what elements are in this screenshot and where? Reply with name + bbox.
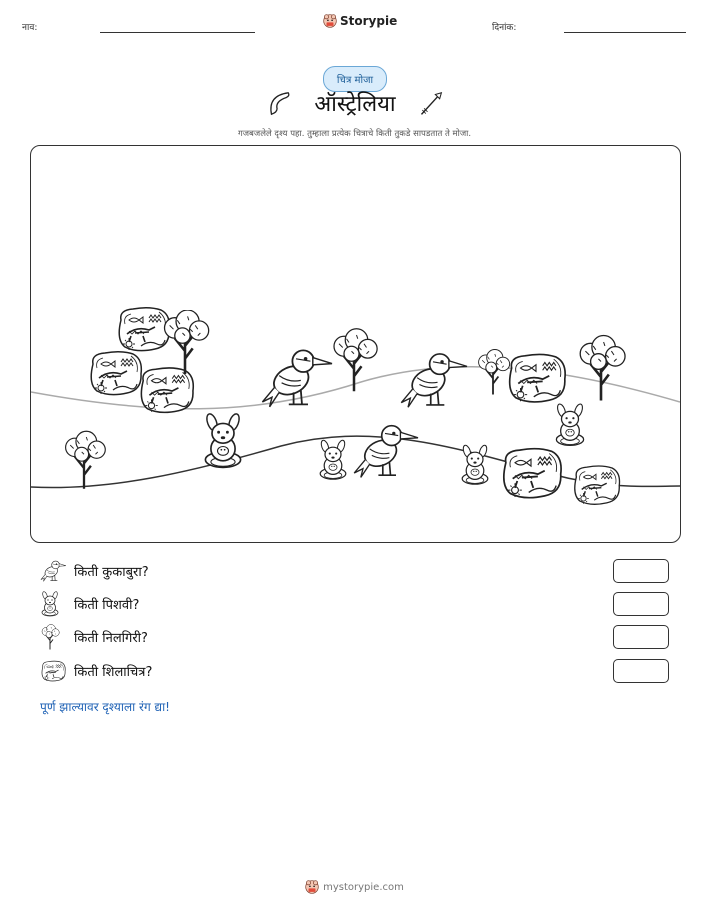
wallaby-4 xyxy=(556,403,584,445)
eucalyptus-tree-1 xyxy=(165,310,209,374)
rock-art-1 xyxy=(119,308,169,351)
answer-box-kookaburra[interactable] xyxy=(613,559,669,583)
scene-illustration xyxy=(31,146,680,542)
question-label: किती शिलाचित्र? xyxy=(74,665,153,680)
brand-name: Storypie xyxy=(340,14,398,28)
question-label: किती निलगिरी? xyxy=(74,631,148,646)
rock-art-5 xyxy=(504,449,561,498)
eucalyptus-tree-3 xyxy=(479,350,510,395)
counting-scene xyxy=(30,145,681,543)
rock-art-4 xyxy=(510,354,565,401)
kookaburra-2 xyxy=(401,354,467,407)
date-label: दिनांक: xyxy=(492,23,517,33)
eucalyptus-tree-2 xyxy=(334,329,377,392)
eucalyptus-tree-4 xyxy=(580,336,625,401)
color-instruction: पूर्ण झाल्यावर दृश्याला रंग द्या! xyxy=(40,700,170,714)
rock-art-3 xyxy=(141,368,193,412)
spear-icon xyxy=(418,90,444,118)
kookaburra-icon xyxy=(40,558,66,584)
name-field[interactable] xyxy=(100,32,255,33)
storypie-logo-icon xyxy=(323,14,337,28)
rock-art-2 xyxy=(91,352,141,395)
storypie-logo-icon xyxy=(305,880,319,894)
eucalyptus-tree-5 xyxy=(66,431,106,489)
rock-art-6 xyxy=(575,466,620,504)
activity-badge: चित्र मोजा xyxy=(323,66,387,92)
name-label: नाव: xyxy=(22,23,38,33)
wallaby-icon xyxy=(40,591,60,617)
page-title: ऑस्ट्रेलिया xyxy=(314,92,396,117)
question-label: किती पिशवी? xyxy=(74,598,140,613)
rock-art-icon xyxy=(40,659,66,683)
kookaburra-3 xyxy=(354,426,418,478)
boomerang-icon xyxy=(264,90,292,118)
wallaby-1 xyxy=(205,413,241,468)
question-row-wallaby xyxy=(40,591,139,617)
answer-box-rock-art[interactable] xyxy=(613,659,669,683)
brand-logo xyxy=(323,14,397,28)
answer-box-wallaby[interactable] xyxy=(613,592,669,616)
footer-url: mystorypie.com xyxy=(323,881,404,893)
question-row-eucalyptus xyxy=(40,624,148,650)
answer-box-eucalyptus[interactable] xyxy=(613,625,669,649)
footer xyxy=(0,880,709,894)
question-label: किती कुकाबुरा? xyxy=(74,565,149,580)
question-row-kookaburra xyxy=(40,558,149,584)
wallaby-2 xyxy=(320,439,346,479)
eucalyptus-icon xyxy=(40,624,60,650)
instruction-text: गजबजलेले दृश्य पहा. तुम्हाला प्रत्येक चित्राचे किती तुकडे सापडतात ते मोजा. xyxy=(237,129,472,139)
wallaby-3 xyxy=(462,444,488,484)
question-row-rock-art xyxy=(40,658,152,684)
date-field[interactable] xyxy=(564,32,686,33)
